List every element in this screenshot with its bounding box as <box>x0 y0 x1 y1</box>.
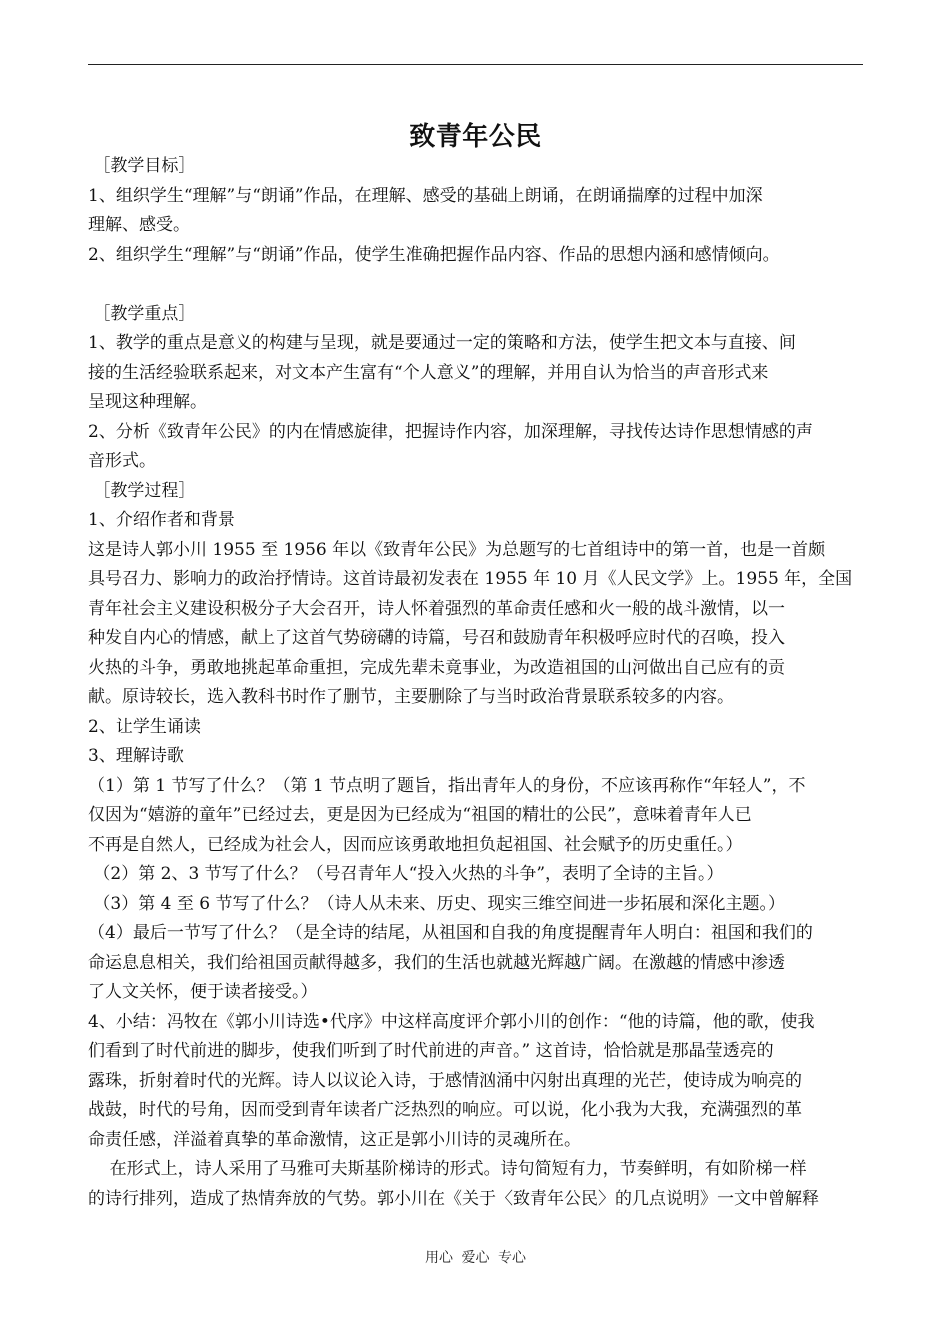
body-line: （1）第 1 节写了什么？（第 1 节点明了题旨，指出青年人的身份，不应该再称作“年轻人”，不 <box>88 775 806 796</box>
body-line: 1、教学的重点是意义的构建与呈现，就是要通过一定的策略和方法，使学生把文本与直接、间 <box>88 333 796 353</box>
page-title: 致青年公民 <box>409 122 542 152</box>
section-heading-key-points: ［教学重点］ <box>88 303 196 324</box>
body-line: 呈现这种理解。 <box>88 392 207 412</box>
body-line: 们看到了时代前进的脚步，使我们听到了时代前进的声音。” 这首诗，恰恰就是那晶莹透亮的 <box>88 1041 774 1061</box>
body-line: 命运息息相关，我们给祖国贡献得越多，我们的生活也就越光辉越广阔。在激越的情感中渗透 <box>88 952 785 973</box>
body-line: 种发自内心的情感，献上了这首气势磅礴的诗篇，号召和鼓励青年积极呼应时代的召唤，投入 <box>88 628 785 648</box>
document-body <box>88 152 866 1214</box>
body-line: 仅因为“嬉游的童年”已经过去，更是因为已经成为“祖国的精壮的公民”，意味着青年人已 <box>88 805 752 825</box>
body-line: 理解、感受。 <box>88 215 190 235</box>
body-line: （4）最后一节写了什么？（是全诗的结尾，从祖国和自我的角度提醒青年人明白：祖国和我们的 <box>88 923 813 943</box>
body-line: 命责任感，洋溢着真挚的革命激情，这正是郭小川诗的灵魂所在。 <box>88 1129 581 1150</box>
body-line: 战鼓，时代的号角，因而受到青年读者广泛热烈的响应。可以说，化小我为大我，充满强烈的革 <box>88 1100 802 1120</box>
body-line: 火热的斗争，勇敢地挑起革命重担，完成先辈未竟事业，为改造祖国的山河做出自己应有的贡 <box>88 657 785 678</box>
body-line: 2、让学生诵读 <box>88 716 201 737</box>
body-line: （2）第 2、3 节写了什么？（号召青年人“投入火热的斗争”，表明了全诗的主旨。） <box>88 864 724 884</box>
body-line: 露珠，折射着时代的光辉。诗人以议论入诗，于感情汹涌中闪射出真理的光芒，使诗成为响亮的 <box>88 1070 802 1091</box>
section-heading-objectives: ［教学目标］ <box>88 156 196 176</box>
body-line: 4、小结：冯牧在《郭小川诗选•代序》中这样高度评介郭小川的创作：“他的诗篇，他的歌，使我 <box>88 1011 815 1032</box>
body-line: 3、理解诗歌 <box>88 746 184 766</box>
body-line: 这是诗人郭小川 1955 至 1956 年以《致青年公民》为总题写的七首组诗中的第一首，也是一首颇 <box>88 539 826 560</box>
header-rule <box>88 64 863 65</box>
body-line: 青年社会主义建设积极分子大会召开，诗人怀着强烈的革命责任感和火一般的战斗激情，以一 <box>88 598 785 619</box>
body-line: 在形式上，诗人采用了马雅可夫斯基阶梯诗的形式。诗句简短有力，节奏鲜明，有如阶梯一样 <box>88 1159 807 1179</box>
body-line: 献。原诗较长，选入教科书时作了删节，主要删除了与当时政治背景联系较多的内容。 <box>88 687 734 707</box>
page-footer: 用心 爱心 专心 <box>425 1250 526 1266</box>
body-line: 2、分析《致青年公民》的内在情感旋律，把握诗作内容，加深理解，寻找传达诗作思想情感的声 <box>88 421 813 442</box>
blank-line <box>88 270 866 300</box>
body-line: 1、组织学生“理解”与“朗诵”作品，在理解、感受的基础上朗诵，在朗诵揣摩的过程中加深 <box>88 185 763 206</box>
body-line: 接的生活经验联系起来，对文本产生富有“个人意义”的理解，并用自认为恰当的声音形式来 <box>88 362 769 383</box>
body-line: 不再是自然人，已经成为社会人，因而应该勇敢地担负起祖国、社会赋予的历史重任。） <box>88 834 743 855</box>
body-line: 音形式。 <box>88 451 156 471</box>
section-heading-process: ［教学过程］ <box>88 480 196 501</box>
body-line: 了人文关怀，便于读者接受。） <box>88 982 318 1002</box>
body-line: （3）第 4 至 6 节写了什么？（诗人从未来、历史、现实三维空间进一步拓展和深化主题。） <box>88 893 785 914</box>
body-line: 2、组织学生“理解”与“朗诵”作品，使学生准确把握作品内容、作品的思想内涵和感情倾向。 <box>88 244 780 265</box>
body-line: 的诗行排列，造成了热情奔放的气势。郭小川在《关于〈致青年公民〉的几点说明》一文中曾解释 <box>88 1188 819 1209</box>
body-line: 具号召力、影响力的政治抒情诗。这首诗最初发表在 1955 年 10 月《人民文学》上。1955 年，全国 <box>88 569 853 589</box>
body-line: 1、介绍作者和背景 <box>88 510 235 530</box>
